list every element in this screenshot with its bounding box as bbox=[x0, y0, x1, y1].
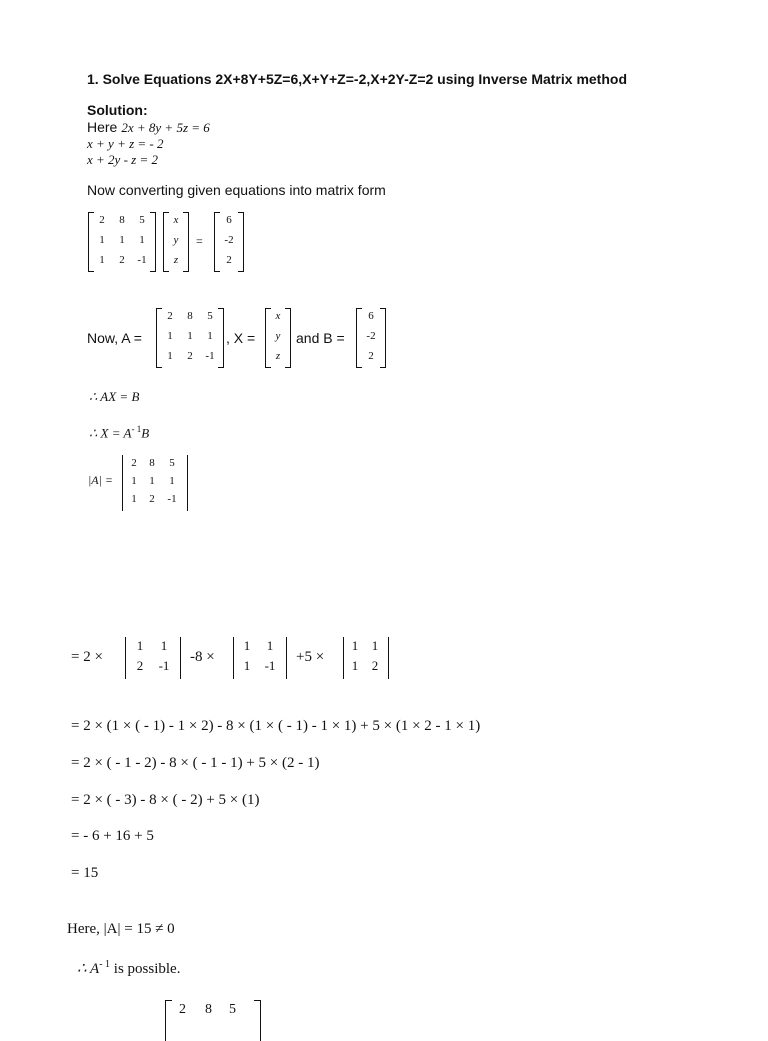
matrix-a-cell: 1 bbox=[119, 234, 125, 246]
minor-3-cell: 2 bbox=[371, 658, 379, 673]
matrix-a-definition bbox=[156, 308, 224, 368]
matrix-a bbox=[88, 212, 156, 272]
vector-x-cell: z bbox=[275, 350, 281, 362]
vector-b-cell: 2 bbox=[226, 254, 232, 266]
bottom-matrix-cell: 8 bbox=[205, 1002, 212, 1017]
here-label: Here bbox=[87, 119, 118, 135]
matrix-a-cell: 5 bbox=[207, 310, 213, 322]
minor-2-cell: 1 bbox=[243, 658, 251, 673]
matrix-a-cell: -1 bbox=[205, 350, 215, 362]
minor-3 bbox=[343, 637, 389, 679]
det-nonzero-statement: Here, |A| = 15 ≠ 0 bbox=[67, 921, 175, 937]
vector-x bbox=[163, 212, 189, 272]
step-4: = - 6 + 16 + 5 bbox=[71, 828, 154, 844]
vector-x-cell: y bbox=[275, 330, 281, 342]
expansion-prefix: = 2 × bbox=[71, 649, 103, 665]
therefore-x-inverse bbox=[89, 424, 149, 441]
equals-sign: = bbox=[196, 234, 203, 248]
step-5: = 15 bbox=[71, 865, 99, 881]
solution-label: Solution: bbox=[87, 102, 148, 118]
matrix-a-cell: -1 bbox=[137, 254, 147, 266]
vector-b-cell: -2 bbox=[366, 330, 376, 342]
det-a-matrix bbox=[122, 455, 188, 511]
matrix-a-cell: 2 bbox=[187, 350, 193, 362]
vector-b-cell: 6 bbox=[226, 214, 232, 226]
vector-b-definition bbox=[356, 308, 386, 368]
det-a-cell: 1 bbox=[149, 475, 155, 487]
equation-2: x + y + z = - 2 bbox=[87, 136, 164, 151]
vector-x-cell: z bbox=[173, 254, 179, 266]
matrix-a-cell: 8 bbox=[119, 214, 125, 226]
inverse-possible-statement bbox=[77, 959, 180, 978]
expansion-op-2: -8 × bbox=[190, 649, 215, 665]
minor-3-cell: 1 bbox=[371, 638, 379, 653]
det-a-cell: 2 bbox=[131, 457, 137, 469]
possible-exponent: - 1 bbox=[99, 959, 111, 970]
equation-3: x + 2y - z = 2 bbox=[87, 152, 158, 167]
matrix-a-cell: 1 bbox=[99, 254, 105, 266]
vector-b-cell: 2 bbox=[368, 350, 374, 362]
problem-title: 1. Solve Equations 2X+8Y+5Z=6,X+Y+Z=-2,X+2Y-Z=2 using Inverse Matrix method bbox=[87, 71, 627, 87]
minor-3-cell: 1 bbox=[351, 638, 359, 653]
minor-1-cell: 2 bbox=[136, 658, 144, 673]
matrix-a-cell: 1 bbox=[207, 330, 213, 342]
possible-prefix: ∴ A bbox=[77, 961, 100, 977]
step-3: = 2 × ( - 3) - 8 × ( - 2) + 5 × (1) bbox=[71, 792, 260, 808]
vector-b-cell: -2 bbox=[224, 234, 234, 246]
matrix-a-cell: 2 bbox=[167, 310, 173, 322]
equation-line-1 bbox=[87, 119, 210, 137]
det-a-cell: -1 bbox=[167, 493, 177, 505]
minor-3-cell: 1 bbox=[351, 658, 359, 673]
vector-x-cell: x bbox=[275, 310, 281, 322]
vector-x-definition bbox=[265, 308, 291, 368]
vector-x-cell: y bbox=[173, 234, 179, 246]
det-a-cell: 1 bbox=[169, 475, 175, 487]
det-a-cell: 8 bbox=[149, 457, 155, 469]
matrix-a-cell: 1 bbox=[187, 330, 193, 342]
matrix-a-cell: 2 bbox=[119, 254, 125, 266]
bottom-matrix-cell: 5 bbox=[229, 1002, 236, 1017]
minor-2 bbox=[233, 637, 287, 679]
minor-1-cell: 1 bbox=[160, 638, 168, 653]
x-label: , X = bbox=[226, 330, 256, 346]
and-b-label: and B = bbox=[296, 330, 345, 346]
bottom-matrix-cell: 2 bbox=[179, 1002, 186, 1017]
therefore-x-prefix: ∴ X = A bbox=[89, 425, 132, 441]
minor-1-cell: -1 bbox=[158, 658, 170, 673]
step-1: = 2 × (1 × ( - 1) - 1 × 2) - 8 × (1 × ( - 1) - 1 × 1) + 5 × (1 × 2 - 1 × 1) bbox=[71, 718, 481, 734]
minor-2-cell: 1 bbox=[266, 638, 274, 653]
matrix-a-cell: 1 bbox=[139, 234, 145, 246]
matrix-a-cell: 1 bbox=[167, 330, 173, 342]
det-a-cell: 1 bbox=[131, 493, 137, 505]
therefore-ax-b: ∴ AX = B bbox=[89, 389, 140, 404]
minor-2-cell: -1 bbox=[264, 658, 276, 673]
equation-1: 2x + 8y + 5z = 6 bbox=[121, 120, 210, 135]
therefore-x-suffix: B bbox=[141, 425, 150, 441]
minor-1-cell: 1 bbox=[136, 638, 144, 653]
expansion-op-3: +5 × bbox=[296, 649, 325, 665]
inverse-exponent: - 1 bbox=[131, 424, 142, 434]
vector-b bbox=[214, 212, 244, 272]
matrix-a-cell: 8 bbox=[187, 310, 193, 322]
vector-x-cell: x bbox=[173, 214, 179, 226]
minor-2-cell: 1 bbox=[243, 638, 251, 653]
det-a-cell: 5 bbox=[169, 457, 175, 469]
matrix-a-cell: 2 bbox=[99, 214, 105, 226]
step-2: = 2 × ( - 1 - 2) - 8 × ( - 1 - 1) + 5 × (2 - 1) bbox=[71, 755, 320, 771]
possible-suffix: is possible. bbox=[113, 961, 181, 977]
det-a-cell: 2 bbox=[149, 493, 155, 505]
vector-b-cell: 6 bbox=[368, 310, 374, 322]
matrix-a-cell: 1 bbox=[167, 350, 173, 362]
matrix-a-cell: 1 bbox=[99, 234, 105, 246]
det-a-label: |A| = bbox=[88, 473, 114, 487]
minor-1 bbox=[125, 637, 181, 679]
det-a-cell: 1 bbox=[131, 475, 137, 487]
now-a-label: Now, A = bbox=[87, 330, 142, 346]
bottom-matrix bbox=[165, 1000, 261, 1040]
convert-text: Now converting given equations into matrix form bbox=[87, 182, 386, 198]
matrix-a-cell: 5 bbox=[139, 214, 145, 226]
